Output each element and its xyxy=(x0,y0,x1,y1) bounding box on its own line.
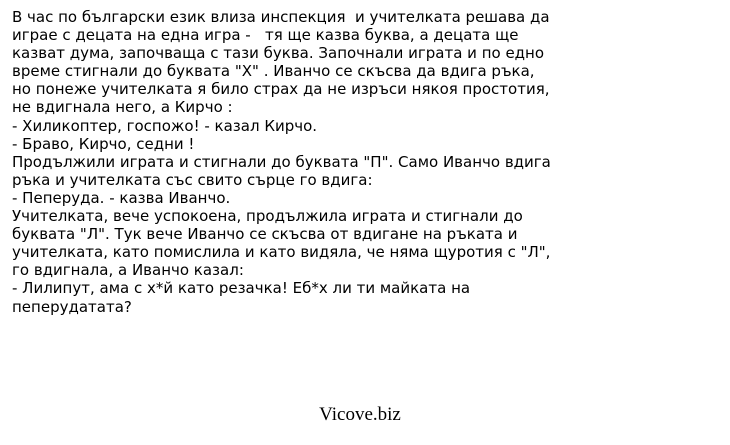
joke-line: буквата "Л". Тук вече Иванчо се скъсва от вдигане на ръката и xyxy=(12,225,518,244)
joke-line: казват дума, започваща с тази буква. Започнали играта и по едно xyxy=(12,44,545,63)
joke-line: учителката, като помислила и като видяла, че няма щуротия с "Л", xyxy=(12,243,551,262)
joke-line: но понеже учителката я било страх да не изръси някоя простотия, xyxy=(12,80,550,99)
joke-line: го вдигнала, а Иванчо казал: xyxy=(12,261,244,280)
joke-line: не вдигнала него, а Кирчо : xyxy=(12,98,233,117)
joke-line: - Пеперуда. - казва Иванчо. xyxy=(12,188,231,207)
joke-line: ръка и учителката със свито сърце го вдига: xyxy=(12,170,373,189)
joke-line: Продължили играта и стигнали до буквата "П". Само Иванчо вдига xyxy=(12,152,551,171)
joke-line: - Лилипут, ама с х*й като резачка! Еб*х ли ти майката на xyxy=(12,279,471,298)
joke-line: - Хиликоптер, госпожо! - казал Кирчо. xyxy=(12,116,318,135)
joke-line: играе с децата на една игра - тя ще казва буква, а децата ще xyxy=(12,26,519,45)
joke-line: - Браво, Кирчо, седни ! xyxy=(12,134,195,153)
joke-line: В час по български език влиза инспекция и учителката решава да xyxy=(12,8,550,26)
joke-line: пеперудатата? xyxy=(12,297,132,316)
joke-line: време стигнали до буквата "Х" . Иванчо се скъсва да вдига ръка, xyxy=(12,62,535,81)
joke-line: Учителката, вече успокоена, продължила играта и стигнали до xyxy=(12,207,523,226)
joke-text xyxy=(12,8,722,316)
site-watermark: Vicove.biz xyxy=(319,404,401,425)
